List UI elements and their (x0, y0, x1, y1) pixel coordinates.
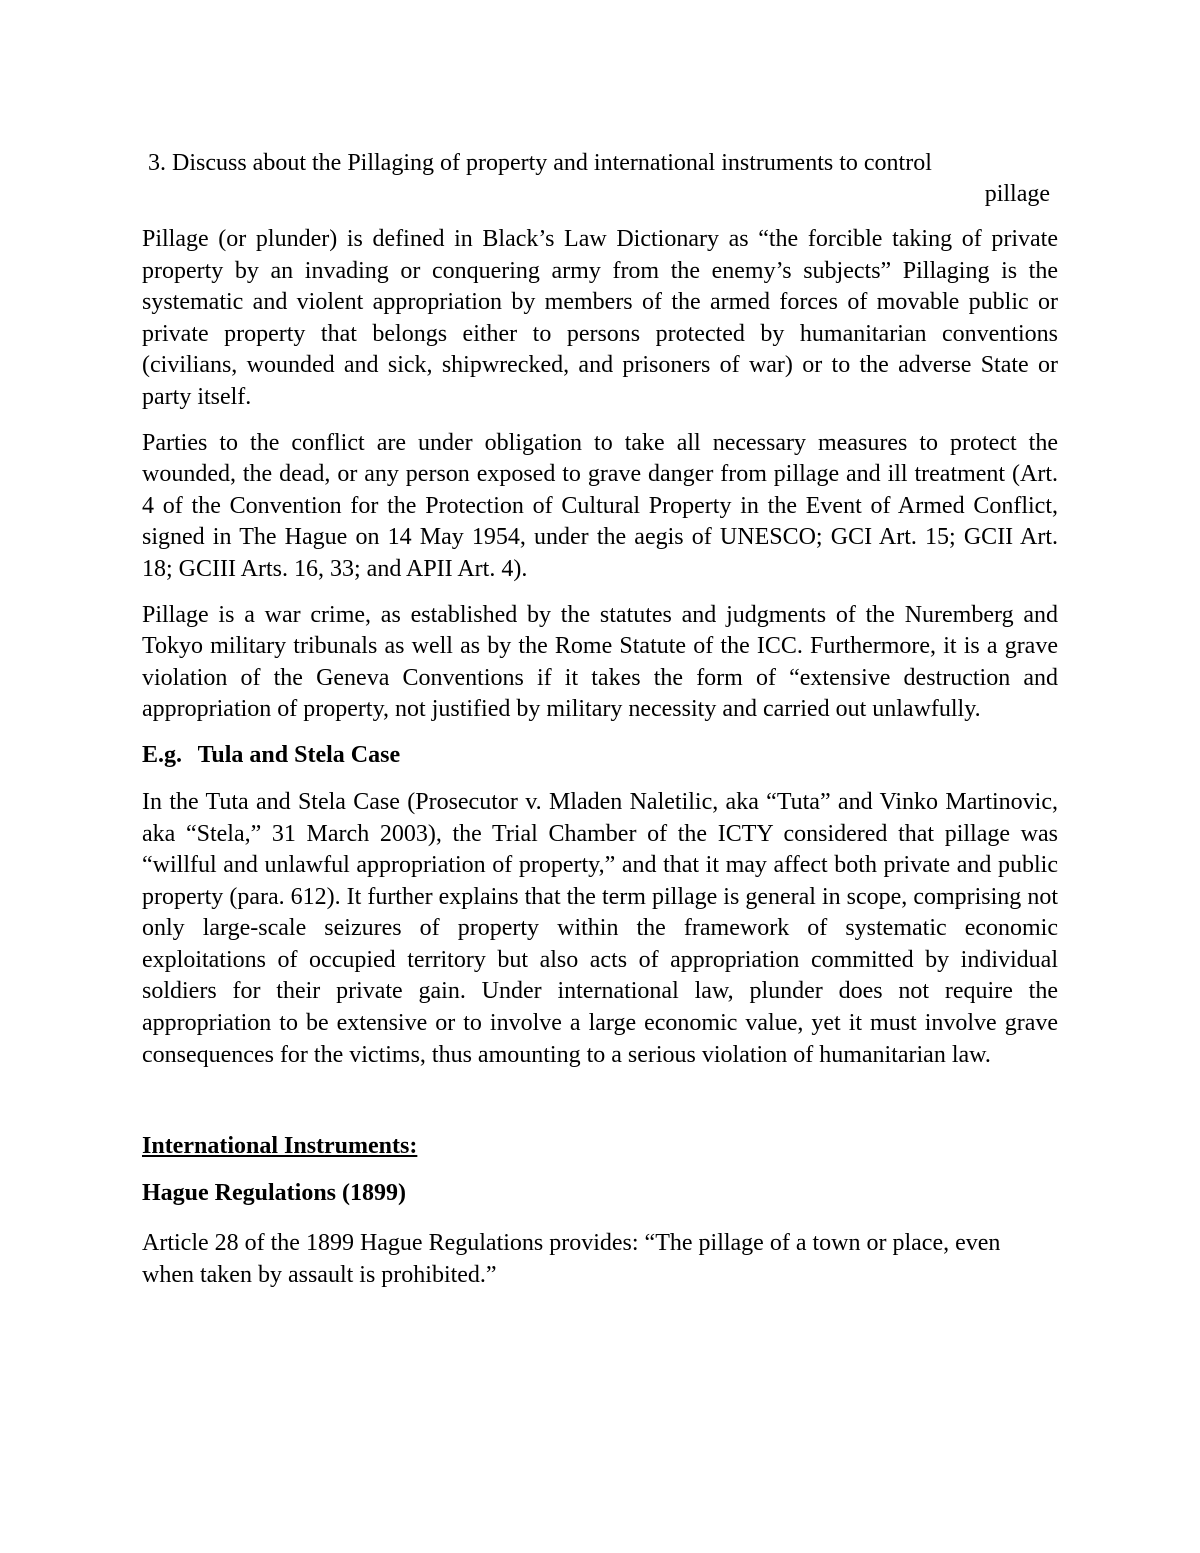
hague-paragraph: Article 28 of the 1899 Hague Regulations provides: “The pillage of a town or place, even when taken by assault is prohibited.” (142, 1230, 1001, 1289)
question-heading (142, 148, 1058, 210)
definition-paragraph: Pillage (or plunder) is defined in Black’s Law Dictionary as “the forcible taking of private property by an invading or conquering army from the enemy’s subjects” Pillaging is the systematic and violent appropriation by members of the armed forces of movable public or private property that belongs either to persons protected by humanitarian conventions (civilians, wounded and sick, shipwrecked, and prisoners of war) or to the adverse State or party itself. (142, 226, 1058, 410)
war-crime-paragraph: Pillage is a war crime, as established by the statutes and judgments of the Nuremberg and Tokyo military tribunals as well as by the Rome Statute of the ICC. Furthermore, it is a grave violation of the Geneva Conventions if it takes the form of “extensive destruction and appropriation of property, not justified by military necessity and carried out unlawfully. (142, 601, 1058, 723)
example-heading (142, 740, 1058, 771)
question-heading-line2: pillage (984, 181, 1050, 207)
example-prefix: E.g. (142, 741, 183, 768)
instruments-heading: International Instruments: (142, 1133, 418, 1160)
section-spacer (142, 1085, 1058, 1131)
document-page (142, 148, 1058, 1291)
example-title: Tula and Stela Case (197, 741, 401, 768)
question-heading-line1: 3. Discuss about the Pillaging of property and international instruments to control (148, 150, 932, 176)
hague-heading: Hague Regulations (1899) (142, 1180, 406, 1207)
obligation-paragraph: Parties to the conflict are under obligation to take all necessary measures to protect the wounded, the dead, or any person exposed to grave danger from pillage and ill treatment (Art. 4 of the Convention for the Protection of Cultural Property in the Event of Armed Conflict, signed in The Hague on 14 May 1954, under the aegis of UNESCO; GCI Art. 15; GCII Art. 18; GCIII Arts. 16, 33; and APII Art. 4). (142, 429, 1058, 582)
case-paragraph: In the Tuta and Stela Case (Prosecutor v. Mladen Naletilic, aka “Tuta” and Vinko Martinovic, aka “Stela,” 31 March 2003), the Trial Chamber of the ICTY considered that pillage was “willful and unlawful appropriation of property,” and that it may affect both private and public property (para. 612). It further explains that the term pillage is general in scope, comprising not only large-scale seizures of property within the framework of systematic economic exploitations of occupied territory but also acts of appropriation committed by individual soldiers for their private gain. Under international law, plunder does not require the appropriation to be extensive or to involve a large economic value, yet it must involve grave consequences for the victims, thus amounting to a serious violation of humanitarian law. (142, 788, 1058, 1068)
